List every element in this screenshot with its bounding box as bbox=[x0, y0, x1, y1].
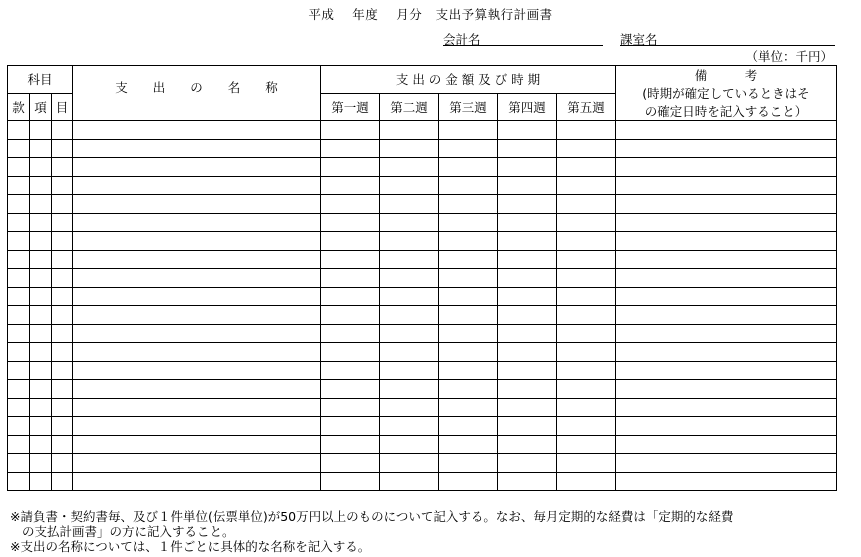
table-cell[interactable] bbox=[498, 213, 557, 232]
table-cell[interactable] bbox=[557, 176, 616, 195]
table-cell[interactable] bbox=[30, 306, 52, 325]
header-expense-name bbox=[73, 66, 321, 121]
table-row bbox=[8, 176, 837, 195]
table-cell[interactable] bbox=[8, 176, 30, 195]
table-cell[interactable] bbox=[30, 232, 52, 251]
table-cell[interactable] bbox=[73, 361, 321, 380]
header-expense-name-text: 支 出 の 名 称 bbox=[115, 80, 278, 95]
table-cell[interactable] bbox=[439, 343, 498, 362]
table-cell[interactable] bbox=[8, 232, 30, 251]
table-cell[interactable] bbox=[52, 158, 73, 177]
table-cell[interactable] bbox=[30, 361, 52, 380]
table-cell[interactable] bbox=[498, 361, 557, 380]
table-cell[interactable] bbox=[380, 250, 439, 269]
table-cell[interactable] bbox=[52, 324, 73, 343]
table-cell[interactable] bbox=[8, 195, 30, 214]
table-cell[interactable] bbox=[321, 250, 380, 269]
note-2: ※支出の名称については、１件ごとに具体的な名称を記入する。 bbox=[10, 539, 371, 554]
table-cell[interactable] bbox=[439, 139, 498, 158]
table-cell[interactable] bbox=[8, 343, 30, 362]
table-cell[interactable] bbox=[380, 454, 439, 473]
notes bbox=[10, 509, 733, 554]
header-kou: 項 bbox=[30, 93, 52, 121]
table-cell[interactable] bbox=[30, 417, 52, 436]
table-cell[interactable] bbox=[73, 176, 321, 195]
table-cell[interactable] bbox=[30, 343, 52, 362]
table-cell[interactable] bbox=[52, 232, 73, 251]
table-cell[interactable] bbox=[8, 361, 30, 380]
table-cell[interactable] bbox=[557, 361, 616, 380]
header-remarks-title: 備 考 bbox=[694, 68, 758, 83]
header-week-5: 第五週 bbox=[557, 93, 616, 121]
table-cell[interactable] bbox=[616, 176, 837, 195]
table-cell[interactable] bbox=[498, 250, 557, 269]
table-cell[interactable] bbox=[8, 213, 30, 232]
table-cell[interactable] bbox=[52, 287, 73, 306]
table-cell[interactable] bbox=[439, 361, 498, 380]
header-remarks-line1: (時期が確定しているときはそ bbox=[642, 86, 810, 101]
table-cell[interactable] bbox=[73, 343, 321, 362]
table-cell[interactable] bbox=[616, 287, 837, 306]
table-cell[interactable] bbox=[8, 435, 30, 454]
table-row bbox=[8, 232, 837, 251]
table-cell[interactable] bbox=[52, 398, 73, 417]
table-cell[interactable] bbox=[8, 417, 30, 436]
table-cell[interactable] bbox=[498, 139, 557, 158]
table-cell[interactable] bbox=[439, 250, 498, 269]
table-cell[interactable] bbox=[557, 472, 616, 491]
table-cell[interactable] bbox=[321, 232, 380, 251]
table-row bbox=[8, 380, 837, 399]
table-cell[interactable] bbox=[557, 195, 616, 214]
table-cell[interactable] bbox=[8, 287, 30, 306]
plan-table-body bbox=[8, 121, 837, 491]
table-cell[interactable] bbox=[30, 195, 52, 214]
header-moku: 目 bbox=[52, 93, 73, 121]
table-cell[interactable] bbox=[616, 361, 837, 380]
title-year-label: 年度 bbox=[352, 7, 379, 22]
note-1-line-1: ※請負書・契約書毎、及び１件単位(伝票単位)が50万円以上のものについて記入する。なお、毎月定期的な経費は「定期的な経費 bbox=[10, 509, 734, 524]
unit-label: （単位：千円） bbox=[745, 49, 833, 64]
table-cell[interactable] bbox=[8, 121, 30, 140]
table-cell[interactable] bbox=[52, 139, 73, 158]
table-cell[interactable] bbox=[498, 269, 557, 288]
header-remarks bbox=[616, 66, 837, 121]
table-cell[interactable] bbox=[616, 324, 837, 343]
table-cell[interactable] bbox=[321, 398, 380, 417]
table-cell[interactable] bbox=[557, 343, 616, 362]
table-row bbox=[8, 306, 837, 325]
table-cell[interactable] bbox=[321, 158, 380, 177]
plan-table bbox=[7, 65, 837, 491]
table-cell[interactable] bbox=[380, 324, 439, 343]
table-cell[interactable] bbox=[30, 398, 52, 417]
table-cell[interactable] bbox=[30, 287, 52, 306]
table-cell[interactable] bbox=[439, 176, 498, 195]
table-cell[interactable] bbox=[73, 435, 321, 454]
table-cell[interactable] bbox=[557, 380, 616, 399]
table-cell[interactable] bbox=[52, 306, 73, 325]
table-row bbox=[8, 361, 837, 380]
table-cell[interactable] bbox=[439, 287, 498, 306]
table-cell[interactable] bbox=[321, 306, 380, 325]
table-cell[interactable] bbox=[30, 472, 52, 491]
table-cell[interactable] bbox=[52, 343, 73, 362]
table-cell[interactable] bbox=[73, 287, 321, 306]
table-cell[interactable] bbox=[321, 287, 380, 306]
table-cell[interactable] bbox=[498, 417, 557, 436]
table-cell[interactable] bbox=[30, 324, 52, 343]
table-cell[interactable] bbox=[52, 361, 73, 380]
table-cell[interactable] bbox=[321, 213, 380, 232]
header-remarks-line2: の確定日時を記入すること） bbox=[644, 104, 808, 119]
table-cell[interactable] bbox=[439, 417, 498, 436]
table-row bbox=[8, 435, 837, 454]
table-cell[interactable] bbox=[73, 398, 321, 417]
table-cell[interactable] bbox=[557, 324, 616, 343]
table-cell[interactable] bbox=[8, 324, 30, 343]
table-cell[interactable] bbox=[557, 139, 616, 158]
department-name-field[interactable] bbox=[620, 30, 835, 46]
table-cell[interactable] bbox=[380, 213, 439, 232]
table-cell[interactable] bbox=[439, 121, 498, 140]
table-cell[interactable] bbox=[616, 250, 837, 269]
table-cell[interactable] bbox=[30, 269, 52, 288]
header-kan: 款 bbox=[8, 93, 30, 121]
table-cell[interactable] bbox=[498, 121, 557, 140]
table-cell[interactable] bbox=[73, 139, 321, 158]
table-cell[interactable] bbox=[73, 472, 321, 491]
table-cell[interactable] bbox=[616, 380, 837, 399]
table-cell[interactable] bbox=[616, 306, 837, 325]
table-cell[interactable] bbox=[380, 139, 439, 158]
table-cell[interactable] bbox=[557, 269, 616, 288]
table-row bbox=[8, 454, 837, 473]
table-cell[interactable] bbox=[321, 269, 380, 288]
table-row bbox=[8, 139, 837, 158]
table-cell[interactable] bbox=[380, 380, 439, 399]
table-cell[interactable] bbox=[30, 454, 52, 473]
table-cell[interactable] bbox=[8, 250, 30, 269]
table-cell[interactable] bbox=[439, 472, 498, 491]
table-cell[interactable] bbox=[498, 435, 557, 454]
header-week-1: 第一週 bbox=[321, 93, 380, 121]
table-cell[interactable] bbox=[73, 158, 321, 177]
table-cell[interactable] bbox=[616, 269, 837, 288]
table-cell[interactable] bbox=[616, 121, 837, 140]
table-cell[interactable] bbox=[439, 435, 498, 454]
table-cell[interactable] bbox=[380, 158, 439, 177]
table-cell[interactable] bbox=[557, 435, 616, 454]
table-cell[interactable] bbox=[616, 158, 837, 177]
table-cell[interactable] bbox=[321, 343, 380, 362]
table-cell[interactable] bbox=[557, 232, 616, 251]
table-cell[interactable] bbox=[73, 195, 321, 214]
table-cell[interactable] bbox=[73, 232, 321, 251]
table-cell[interactable] bbox=[380, 306, 439, 325]
table-cell[interactable] bbox=[321, 176, 380, 195]
title-era: 平成 bbox=[308, 7, 335, 22]
table-cell[interactable] bbox=[616, 213, 837, 232]
table-cell[interactable] bbox=[30, 380, 52, 399]
table-row bbox=[8, 417, 837, 436]
table-cell[interactable] bbox=[380, 121, 439, 140]
table-cell[interactable] bbox=[557, 213, 616, 232]
table-cell[interactable] bbox=[321, 454, 380, 473]
table-cell[interactable] bbox=[73, 454, 321, 473]
table-cell[interactable] bbox=[439, 380, 498, 399]
header-category: 科目 bbox=[8, 66, 73, 94]
table-cell[interactable] bbox=[498, 287, 557, 306]
table-cell[interactable] bbox=[30, 139, 52, 158]
header-week-2: 第二週 bbox=[380, 93, 439, 121]
table-cell[interactable] bbox=[557, 454, 616, 473]
table-cell[interactable] bbox=[321, 361, 380, 380]
table-cell[interactable] bbox=[439, 232, 498, 251]
table-cell[interactable] bbox=[498, 195, 557, 214]
table-cell[interactable] bbox=[557, 306, 616, 325]
table-cell[interactable] bbox=[380, 417, 439, 436]
table-cell[interactable] bbox=[73, 121, 321, 140]
table-cell[interactable] bbox=[557, 158, 616, 177]
table-cell[interactable] bbox=[52, 472, 73, 491]
table-cell[interactable] bbox=[439, 195, 498, 214]
table-cell[interactable] bbox=[498, 176, 557, 195]
table-cell[interactable] bbox=[30, 176, 52, 195]
table-cell[interactable] bbox=[52, 176, 73, 195]
table-cell[interactable] bbox=[616, 139, 837, 158]
table-cell[interactable] bbox=[380, 232, 439, 251]
table-cell[interactable] bbox=[439, 454, 498, 473]
table-cell[interactable] bbox=[557, 250, 616, 269]
table-cell[interactable] bbox=[557, 287, 616, 306]
table-row bbox=[8, 472, 837, 491]
table-cell[interactable] bbox=[616, 435, 837, 454]
table-row bbox=[8, 398, 837, 417]
table-cell[interactable] bbox=[321, 472, 380, 491]
table-cell[interactable] bbox=[557, 398, 616, 417]
table-cell[interactable] bbox=[8, 380, 30, 399]
account-name-label: 会計名 bbox=[443, 32, 481, 47]
table-cell[interactable] bbox=[439, 324, 498, 343]
table-row bbox=[8, 287, 837, 306]
table-cell[interactable] bbox=[321, 139, 380, 158]
table-cell[interactable] bbox=[73, 417, 321, 436]
table-cell[interactable] bbox=[321, 324, 380, 343]
account-name-field[interactable] bbox=[443, 30, 603, 46]
table-cell[interactable] bbox=[321, 435, 380, 454]
table-cell[interactable] bbox=[557, 417, 616, 436]
table-cell[interactable] bbox=[380, 472, 439, 491]
department-name-label: 課室名 bbox=[620, 32, 658, 47]
table-cell[interactable] bbox=[30, 435, 52, 454]
table-cell[interactable] bbox=[557, 121, 616, 140]
table-cell[interactable] bbox=[498, 343, 557, 362]
table-cell[interactable] bbox=[52, 121, 73, 140]
table-cell[interactable] bbox=[380, 343, 439, 362]
table-cell[interactable] bbox=[52, 454, 73, 473]
table-cell[interactable] bbox=[321, 417, 380, 436]
table-cell[interactable] bbox=[498, 324, 557, 343]
table-row bbox=[8, 158, 837, 177]
table-cell[interactable] bbox=[52, 213, 73, 232]
table-cell[interactable] bbox=[616, 195, 837, 214]
table-cell[interactable] bbox=[73, 269, 321, 288]
table-cell[interactable] bbox=[8, 269, 30, 288]
table-cell[interactable] bbox=[8, 306, 30, 325]
table-cell[interactable] bbox=[616, 417, 837, 436]
table-row bbox=[8, 324, 837, 343]
table-cell[interactable] bbox=[616, 454, 837, 473]
table-cell[interactable] bbox=[30, 213, 52, 232]
table-row bbox=[8, 121, 837, 140]
table-cell[interactable] bbox=[498, 454, 557, 473]
table-cell[interactable] bbox=[439, 269, 498, 288]
table-cell[interactable] bbox=[30, 250, 52, 269]
table-cell[interactable] bbox=[52, 269, 73, 288]
table-cell[interactable] bbox=[498, 472, 557, 491]
table-cell[interactable] bbox=[380, 361, 439, 380]
table-cell[interactable] bbox=[8, 472, 30, 491]
table-cell[interactable] bbox=[52, 417, 73, 436]
table-cell[interactable] bbox=[321, 121, 380, 140]
table-cell[interactable] bbox=[380, 269, 439, 288]
table-cell[interactable] bbox=[8, 454, 30, 473]
table-cell[interactable] bbox=[380, 176, 439, 195]
table-cell[interactable] bbox=[30, 121, 52, 140]
table-cell[interactable] bbox=[439, 398, 498, 417]
table-cell[interactable] bbox=[52, 250, 73, 269]
table-cell[interactable] bbox=[8, 139, 30, 158]
table-row bbox=[8, 213, 837, 232]
table-cell[interactable] bbox=[439, 306, 498, 325]
table-cell[interactable] bbox=[52, 435, 73, 454]
table-cell[interactable] bbox=[380, 195, 439, 214]
table-cell[interactable] bbox=[321, 195, 380, 214]
table-cell[interactable] bbox=[73, 324, 321, 343]
table-row bbox=[8, 343, 837, 362]
header-week-4: 第四週 bbox=[498, 93, 557, 121]
table-cell[interactable] bbox=[498, 158, 557, 177]
table-cell[interactable] bbox=[8, 158, 30, 177]
document-title bbox=[0, 5, 861, 23]
table-cell[interactable] bbox=[498, 398, 557, 417]
table-cell[interactable] bbox=[73, 306, 321, 325]
table-row bbox=[8, 269, 837, 288]
title-month-label: 月分 bbox=[396, 7, 423, 22]
table-cell[interactable] bbox=[498, 232, 557, 251]
note-1-line-2: の支払計画書」の方に記入すること。 bbox=[22, 524, 235, 539]
table-cell[interactable] bbox=[616, 343, 837, 362]
table-cell[interactable] bbox=[439, 158, 498, 177]
table-cell[interactable] bbox=[380, 398, 439, 417]
header-amount-timing: 支 出 の 金 額 及 び 時 期 bbox=[321, 66, 616, 94]
table-cell[interactable] bbox=[73, 213, 321, 232]
table-cell[interactable] bbox=[73, 250, 321, 269]
table-cell[interactable] bbox=[52, 195, 73, 214]
table-cell[interactable] bbox=[498, 380, 557, 399]
table-row bbox=[8, 250, 837, 269]
header-week-3: 第三週 bbox=[439, 93, 498, 121]
table-cell[interactable] bbox=[439, 213, 498, 232]
table-cell[interactable] bbox=[616, 398, 837, 417]
table-cell[interactable] bbox=[30, 158, 52, 177]
table-cell[interactable] bbox=[321, 380, 380, 399]
table-cell[interactable] bbox=[8, 398, 30, 417]
table-cell[interactable] bbox=[616, 472, 837, 491]
table-row bbox=[8, 195, 837, 214]
table-cell[interactable] bbox=[380, 435, 439, 454]
table-cell[interactable] bbox=[73, 380, 321, 399]
table-cell[interactable] bbox=[380, 287, 439, 306]
title-name: 支出予算執行計画書 bbox=[435, 7, 553, 22]
table-cell[interactable] bbox=[498, 306, 557, 325]
table-cell[interactable] bbox=[616, 232, 837, 251]
table-cell[interactable] bbox=[52, 380, 73, 399]
